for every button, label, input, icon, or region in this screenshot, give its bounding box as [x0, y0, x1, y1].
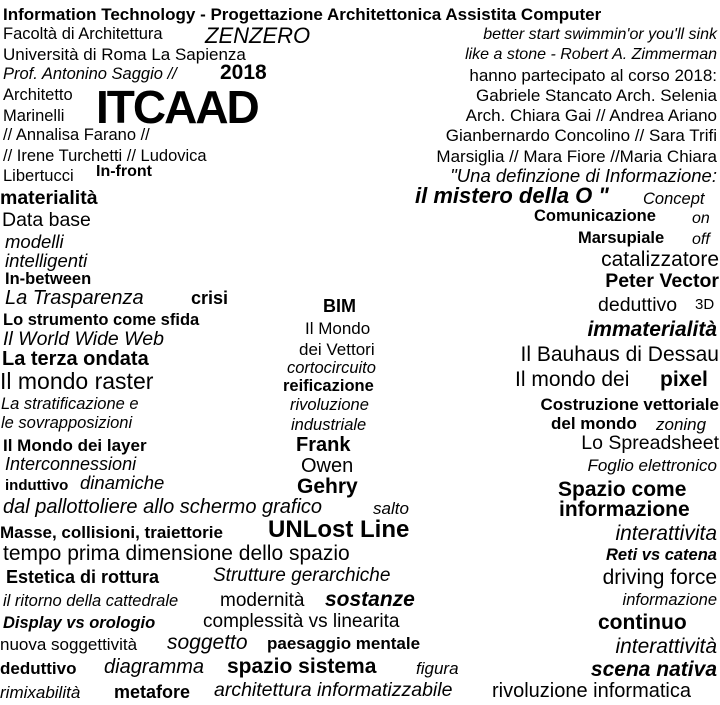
word: Il Bauhaus di Dessau: [520, 343, 719, 366]
university-text: Università di Roma La Sapienza: [3, 45, 246, 64]
word: scena nativa: [590, 658, 717, 681]
word: dei Vettori: [299, 340, 375, 359]
word: modelli: [5, 231, 64, 252]
word: Lo strumento come sfida: [3, 311, 200, 329]
word-in-front: In-front: [96, 163, 152, 180]
word: intelligenti: [5, 250, 88, 271]
word: il ritorno della cattedrale: [3, 592, 179, 610]
word: crisi: [191, 288, 229, 308]
credit-line: Architetto: [3, 86, 73, 104]
word: diagramma: [104, 656, 205, 678]
credit-line: "Una definzione di Informazione:: [450, 165, 717, 186]
word: informazione: [622, 591, 717, 609]
word: Il mondo raster: [0, 368, 154, 394]
credit-line: // Annalisa Farano //: [3, 126, 150, 144]
word: immaterialità: [587, 318, 717, 341]
word: catalizzatore: [601, 248, 719, 271]
word: deduttivo: [598, 294, 678, 316]
word: Il Mondo dei layer: [3, 436, 147, 455]
word: Frank: [296, 434, 351, 456]
credit-line: better start swimmin'or you'll sink: [483, 26, 717, 43]
word: rimixabilità: [0, 683, 81, 702]
word: off: [692, 231, 710, 248]
word: sostanze: [325, 588, 415, 611]
faculty-text: Facoltà di Architettura: [3, 25, 163, 43]
word: complessità vs linearita: [203, 611, 400, 632]
credit-line: hanno partecipato al corso 2018:: [469, 66, 717, 85]
zenzero-word: ZENZERO: [205, 23, 311, 48]
word: Interconnessioni: [5, 454, 137, 474]
word: interattivita: [615, 522, 717, 545]
word: Marsupiale: [578, 229, 665, 247]
word: reificazione: [283, 377, 374, 395]
word: del mondo: [551, 414, 637, 433]
word: Reti vs catena: [606, 546, 717, 564]
word: tempo prima dimensione dello spazio: [3, 542, 350, 565]
word-concept: Concept: [643, 190, 705, 208]
word: 3D: [695, 296, 715, 313]
word: spazio sistema: [227, 655, 377, 678]
word: Spazio come: [558, 478, 687, 501]
word: salto: [373, 499, 409, 518]
credit-line: like a stone - Robert A. Zimmerman: [465, 46, 717, 63]
word: Display vs orologio: [3, 614, 156, 632]
word: Data base: [2, 209, 91, 231]
word: Il World Wide Web: [3, 328, 164, 350]
word: interattività: [615, 635, 717, 658]
word: Estetica di rottura: [6, 567, 160, 587]
word: figura: [416, 659, 459, 678]
word: dinamiche: [80, 472, 165, 493]
word: UNLost Line: [268, 516, 410, 543]
word: La terza ondata: [2, 348, 149, 370]
word: induttivo: [5, 477, 69, 494]
word: architettura informatizzabile: [214, 679, 453, 701]
credit-line: Gabriele Stancato Arch. Selenia: [476, 86, 717, 105]
credit-line: Arch. Chiara Gai // Andrea Ariano: [465, 106, 717, 125]
credit-line: // Irene Turchetti // Ludovica: [3, 147, 207, 165]
word: on: [692, 210, 710, 227]
word-mistero: il mistero della O ": [415, 183, 609, 208]
word: La stratificazione e: [1, 395, 139, 413]
word: Strutture gerarchiche: [213, 565, 391, 586]
word: Gehry: [297, 475, 358, 498]
word: Il mondo dei: [515, 368, 630, 391]
word: metafore: [114, 682, 191, 702]
itcaad-logo: ITCAAD: [96, 81, 258, 133]
word: BIM: [323, 296, 356, 316]
word: continuo: [598, 611, 687, 634]
word: rivoluzione: [290, 396, 369, 414]
word: Foglio elettronico: [587, 456, 717, 475]
word: zoning: [656, 415, 707, 434]
word: pixel: [660, 368, 708, 391]
word: materialità: [0, 187, 98, 209]
word: In-between: [5, 270, 92, 288]
word: rivoluzione informatica: [492, 680, 691, 702]
word: cortocircuito: [287, 359, 376, 377]
word: le sovrapposizioni: [1, 414, 133, 432]
word: informazione: [559, 498, 690, 521]
word: dal pallottoliere allo schermo grafico: [3, 496, 323, 518]
word: soggetto: [167, 631, 248, 654]
credit-line: Gianbernardo Concolino // Sara Trifi: [445, 126, 717, 145]
word: Peter Vector: [605, 270, 719, 292]
professor-text: Prof. Antonino Saggio //: [3, 65, 177, 83]
word: driving force: [602, 566, 717, 589]
word: Masse, collisioni, traiettorie: [0, 523, 223, 542]
word: industriale: [291, 416, 367, 434]
word: Lo Spreadsheet: [581, 432, 719, 454]
word: paesaggio mentale: [267, 634, 421, 653]
word: modernità: [220, 590, 305, 611]
course-title: Information Technology - Progettazione Architettonica Assistita Computer: [3, 5, 602, 24]
word: Costruzione vettoriale: [540, 395, 719, 414]
credit-line: Libertucci: [3, 167, 74, 185]
credit-line: Marinelli: [3, 107, 65, 125]
word: nuova soggettività: [0, 635, 138, 654]
word: Il Mondo: [305, 319, 371, 338]
word: La Trasparenza: [5, 287, 144, 309]
credit-line: Marsiglia // Mara Fiore //Maria Chiara: [436, 147, 717, 166]
word: deduttivo: [0, 659, 77, 678]
word: Comunicazione: [534, 207, 656, 225]
word: Owen: [301, 455, 354, 477]
year-text: 2018: [220, 61, 267, 84]
